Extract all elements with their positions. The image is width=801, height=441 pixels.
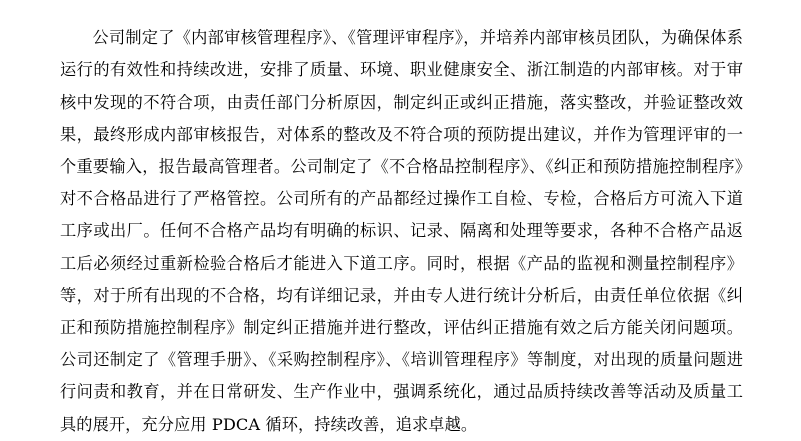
document-paragraph: 公司制定了《内部审核管理程序》、《管理评审程序》，并培养内部审核员团队，为确保体系运行的有效性和持续改进，安排了质量、环境、职业健康安全、浙江制造的内部审核。对于审核中发现的不符合项，由责任部门分析原因，制定纠正或纠正措施，落实整改，并验证整改效果，最终形成内部审核报告，对体系的整改及不符合项的预防提出建议，并作为管理评审的一个重要输入，报告最高管理者。公司制定了《不合格品控制程序》、《纠正和预防措施控制程序》对不合格品进行了严格管控。公司所有的产品都经过操作工自检、专检，合格后方可流入下道工序或出厂。任何不合格产品均有明确的标识、记录、隔离和处理等要求，各种不合格产品返工后必须经过重新检验合格后才能进入下道工序。同时，根据《产品的监视和测量控制程序》等，对于所有出现的不合格，均有详细记录，并由专人进行统计分析后，由责任单位依据《纠正和预防措施控制程序》制定纠正措施并进行整改，评估纠正措施有效之后方能关闭问题项。公司还制定了《管理手册》、《采购控制程序》、《培训管理程序》等制度，对出现的质量问题进行问责和教育，并在日常研发、生产作业中，强调系统化，通过品质持续改善等活动及质量工具的展开，充分应用 PDCA 循环，持续改善，追求卓越。 bbox=[60, 28, 743, 434]
